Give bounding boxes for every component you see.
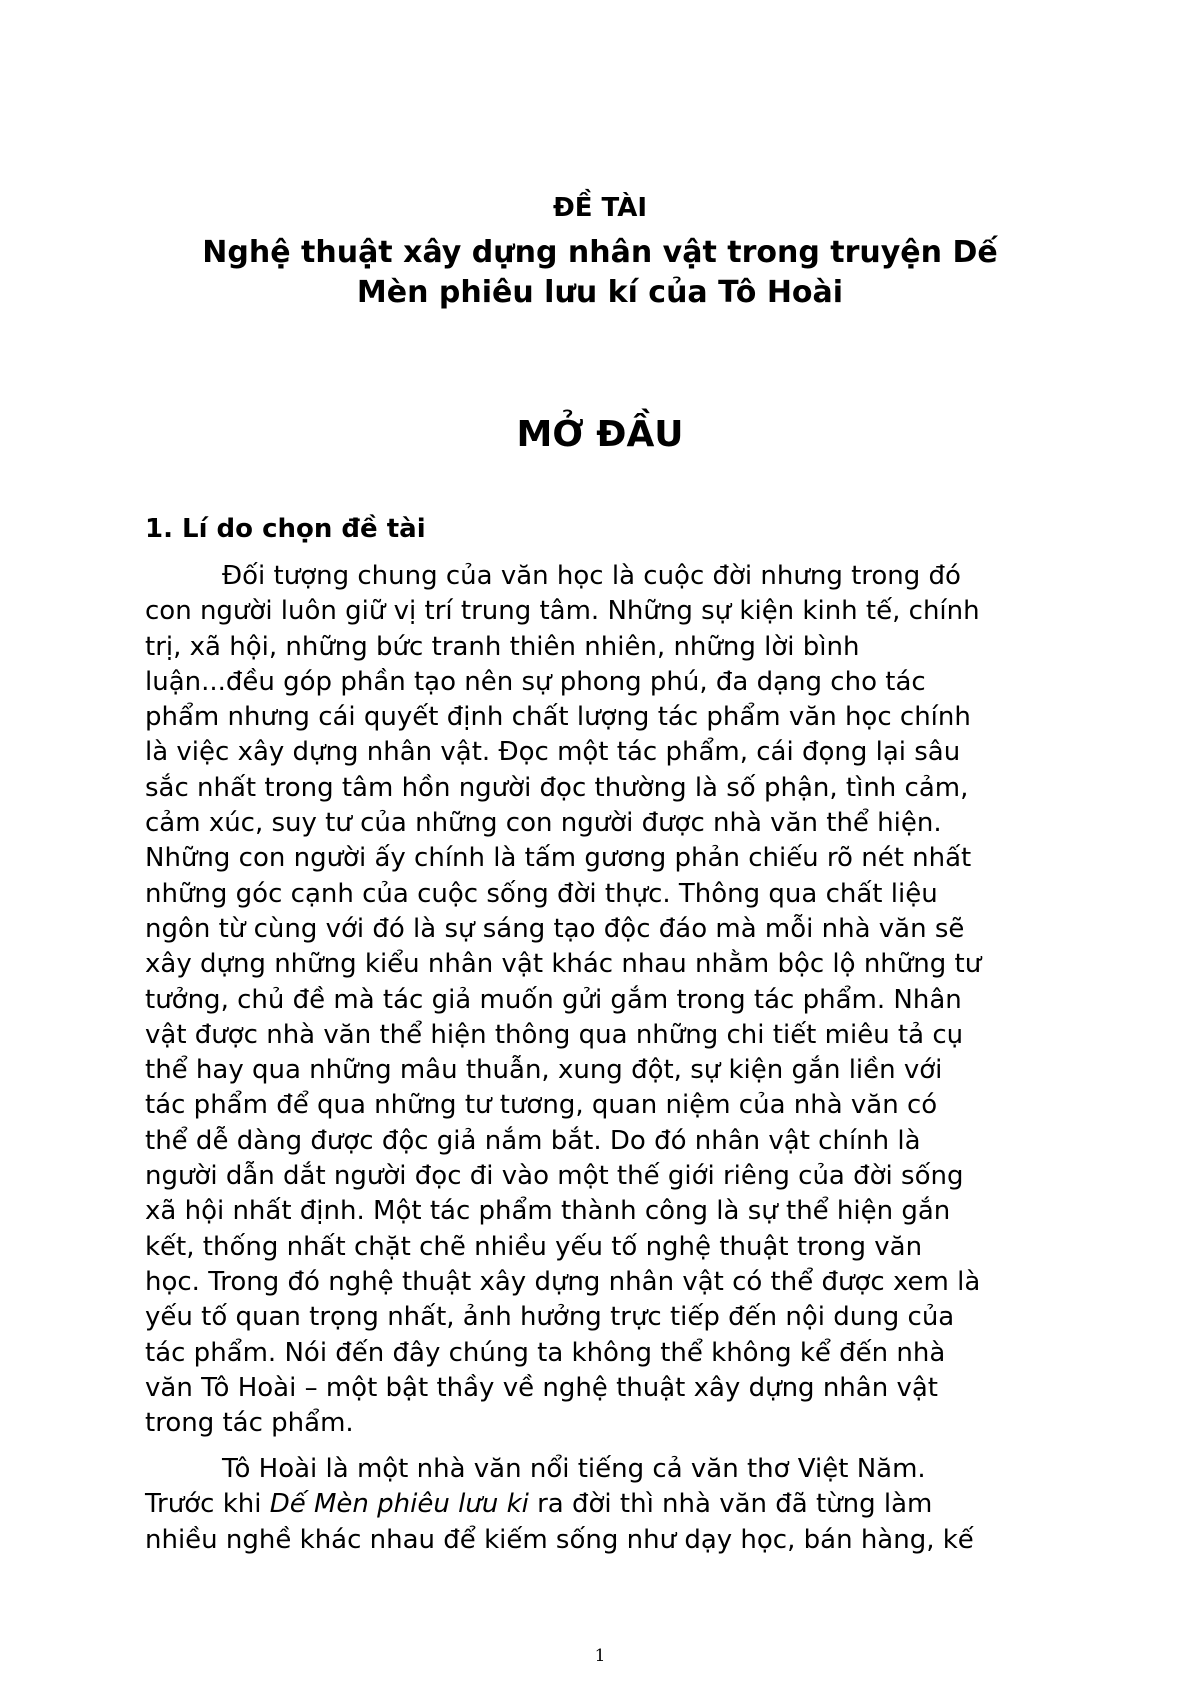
- paragraph-line: là việc xây dựng nhân vật. Đọc một tác phẩm, cái đọng lại sâu: [145, 737, 961, 768]
- paragraph-line: phẩm nhưng cái quyết định chất lượng tác phẩm văn học chính: [145, 702, 971, 733]
- paragraph-line: tưởng, chủ đề mà tác giả muốn gửi gắm trong tác phẩm. Nhân: [145, 984, 962, 1015]
- paragraph-line: kết, thống nhất chặt chẽ nhiều yếu tố nghệ thuật trong văn: [145, 1231, 923, 1262]
- text-run: Trước khi: [145, 1489, 270, 1520]
- paragraph-line: thể dễ dàng được độc giả nắm bắt. Do đó nhân vật chính là: [145, 1125, 921, 1156]
- paragraph-line: vật được nhà văn thể hiện thông qua những chi tiết miêu tả cụ: [145, 1019, 964, 1050]
- paragraph-line: văn Tô Hoài – một bật thầy về nghệ thuật xây dựng nhân vật: [145, 1372, 938, 1403]
- paragraph-line: cảm xúc, suy tư của những con người được nhà văn thể hiện.: [145, 808, 942, 839]
- paragraph-line: [145, 1487, 1065, 1522]
- paragraph-line: người dẫn dắt người đọc đi vào một thế giới riêng của đời sống: [145, 1161, 964, 1192]
- title-line-2: Mèn phiêu lưu kí của Tô Hoài: [356, 275, 844, 310]
- paragraph-line: tác phẩm. Nói đến đây chúng ta không thể không kể đến nhà: [145, 1337, 946, 1368]
- paragraph-2: [145, 1452, 1065, 1558]
- section-heading: MỞ ĐẦU: [516, 414, 684, 455]
- book-title-italic: Dế Mèn phiêu lưu ki: [269, 1489, 529, 1520]
- paragraph-line: con người luôn giữ vị trí trung tâm. Những sự kiện kinh tế, chính: [145, 596, 980, 627]
- text-run: ra đời thì nhà văn đã từng làm: [528, 1489, 933, 1520]
- page-number: 1: [594, 1646, 606, 1666]
- title-line-1: Nghệ thuật xây dựng nhân vật trong truyện Dế: [202, 235, 998, 270]
- paragraph-line: ngôn từ cùng với đó là sự sáng tạo độc đáo mà mỗi nhà văn sẽ: [145, 913, 965, 944]
- paragraph-line: Những con người ấy chính là tấm gương phản chiếu rõ nét nhất: [145, 843, 972, 874]
- paragraph-1: [145, 559, 1065, 1441]
- paragraph-line: trong tác phẩm.: [145, 1408, 354, 1439]
- paragraph-line: thể hay qua những mâu thuẫn, xung đột, sự kiện gắn liền với: [145, 1055, 943, 1086]
- paragraph-line: những góc cạnh của cuộc sống đời thực. Thông qua chất liệu: [145, 878, 938, 909]
- paragraph-line: luận...đều góp phần tạo nên sự phong phú, đa dạng cho tác: [145, 666, 926, 697]
- paragraph-line: Tô Hoài là một nhà văn nổi tiếng cả văn thơ Việt Năm.: [222, 1454, 926, 1484]
- paragraph-line: xây dựng những kiểu nhân vật khác nhau nhằm bộc lộ những tư: [145, 949, 982, 980]
- subsection-heading: 1. Lí do chọn đề tài: [145, 514, 426, 544]
- document-title: [140, 233, 1060, 313]
- topic-label: ĐỀ TÀI: [552, 193, 648, 223]
- paragraph-line: xã hội nhất định. Một tác phẩm thành công là sự thể hiện gắn: [145, 1196, 951, 1227]
- paragraph-line: yếu tố quan trọng nhất, ảnh hưởng trực tiếp đến nội dung của: [145, 1302, 955, 1333]
- paragraph-line: sắc nhất trong tâm hồn người đọc thường là số phận, tình cảm,: [145, 772, 969, 803]
- paragraph-line: học. Trong đó nghệ thuật xây dựng nhân vật có thể được xem là: [145, 1266, 981, 1297]
- paragraph-line: trị, xã hội, những bức tranh thiên nhiên, những lời bình: [145, 631, 860, 662]
- paragraph-line: Đối tượng chung của văn học là cuộc đời nhưng trong đó: [222, 561, 961, 591]
- paragraph-line: tác phẩm để qua những tư tương, quan niệm của nhà văn có: [145, 1090, 938, 1121]
- paragraph-line: nhiều nghề khác nhau để kiếm sống như dạy học, bán hàng, kế: [145, 1524, 974, 1555]
